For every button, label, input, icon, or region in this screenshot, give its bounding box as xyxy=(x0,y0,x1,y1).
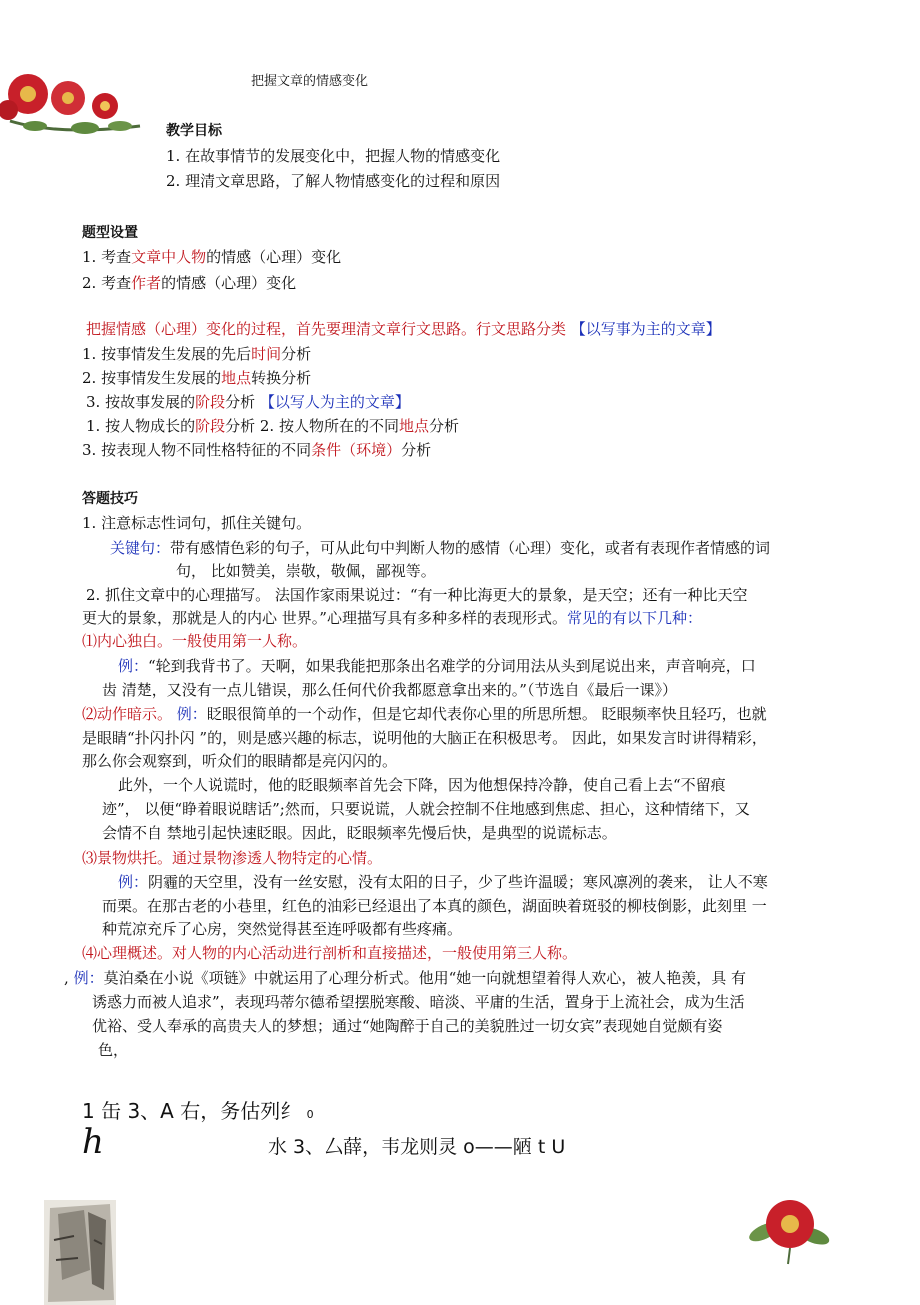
thought-line-a2: 2. 按事情发生发展的地点转换分析 xyxy=(82,369,312,387)
method-3-line-3: 种荒凉充斥了心房，突然觉得甚至连呼吸都有些疼痛。 xyxy=(102,920,463,938)
goal-2: 2. 理清文章思路，了解人物情感变化的过程和原因 xyxy=(166,172,501,190)
thought-line-a1: 1. 按事情发生发展的先后时间分析 xyxy=(82,345,312,363)
question-type-1: 1. 考查文章中人物的情感（心理）变化 xyxy=(82,248,342,266)
keyword-line-1: 关键句：带有感情色彩的句子，可从此句中判断人物的感情（心理）变化，或者有表现作者情感的词 xyxy=(110,539,771,557)
tip-2-line-1: 2. 抓住文章中的心理描写。 法国作家雨果说过：“有一种比海更大的景象，是天空；还有一种比天空 xyxy=(86,586,748,604)
goal-1: 1. 在故事情节的发展变化中，把握人物的情感变化 xyxy=(166,147,501,165)
method-1-example-2: 齿 清楚，又没有一点儿错误，那么任何代价我都愿意拿出来的。”（节选自《最后一课》） xyxy=(102,681,677,699)
garbled-h: h xyxy=(82,1122,104,1162)
page-title: 把握文章的情感变化 xyxy=(251,74,369,89)
flower-decoration-icon xyxy=(0,66,150,146)
thought-line-b3: 3. 按表现人物不同性格特征的不同条件（环境）分析 xyxy=(82,441,432,459)
thought-line-b1: 1. 按人物成长的阶段分析 2. 按人物所在的不同地点分析 xyxy=(86,417,459,435)
method-3-line-1: 例：阴霾的天空里，没有一丝安慰，没有太阳的日子，少了些许温暖；寒风凛冽的袭来， 让人不寒 xyxy=(118,873,768,891)
method-2-line-2: 是眼睛“扑闪扑闪 ”的，则是感兴趣的标志，说明他的大脑正在积极思考。 因此，如果发言时讲得精彩， xyxy=(82,729,767,747)
teaching-goals-heading: 教学目标 xyxy=(166,123,222,139)
method-1-example-1: 例：“轮到我背书了。天啊，如果我能把那条出名难学的分词用法从头到尾说出来，声音响亮，口 xyxy=(118,657,756,675)
method-1-heading: ⑴内心独白。一般使用第一人称。 xyxy=(82,632,308,650)
garbled-line-1: 1 缶 3、A 右，务估列纟 0 xyxy=(82,1099,314,1123)
method-2-line-4: 此外，一个人说谎时，他的眨眼频率首先会下降，因为他想保持冷静，使自己看上去“不留痕 xyxy=(118,776,726,794)
question-types-heading: 题型设置 xyxy=(82,225,138,241)
tip-2-line-2: 更大的景象，那就是人的内心 世界。”心理描写具有多种多样的表现形式。常见的有以下几种： xyxy=(82,609,702,627)
flower-corner-icon xyxy=(742,1190,837,1265)
method-2-line-6: 会情不自 禁地引起快速眨眼。因此，眨眼频率先慢后快，是典型的说谎标志。 xyxy=(102,824,617,842)
keyword-line-2: 句， 比如赞美，崇敬，敬佩，鄙视等。 xyxy=(176,562,436,580)
method-2-line-5: 迹”， 以便“睁着眼说瞎话”;然而，只要说谎，人就会控制不住地感到焦虑、担心，这种情绪下，又 xyxy=(102,800,750,818)
tip-1: 1. 注意标志性词句，抓住关键句。 xyxy=(82,514,312,532)
method-4-line-2: 诱惑力而被人追求”，表现玛蒂尔德希望摆脱寒酸、暗淡、平庸的生活，置身于上流社会，成为生活 xyxy=(92,993,745,1011)
method-2-line-3: 那么你会观察到，听众们的眼睛都是亮闪闪的。 xyxy=(82,752,398,770)
method-3-heading: ⑶景物烘托。通过景物渗透人物特定的心情。 xyxy=(82,849,383,867)
techniques-heading: 答题技巧 xyxy=(82,491,138,507)
method-4-line-3: 优裕、受人奉承的高贵夫人的梦想；通过“她陶醉于自己的美貌胜过一切女宾”表现她自觉颇有姿 xyxy=(92,1017,723,1035)
method-3-line-2: 而栗。在那古老的小巷里，红色的油彩已经退出了本真的颜色，湖面映着斑驳的柳枝倒影，此刻里 一 xyxy=(102,897,767,915)
method-4-line-4: 色， xyxy=(98,1041,129,1059)
thought-lines-intro: 把握情感（心理）变化的过程，首先要理清文章行文思路。行文思路分类 【以写事为主的文章】 xyxy=(86,320,721,338)
garbled-line-2: 水 3、厶薛，韦龙则灵 o——陋 t U xyxy=(268,1136,566,1158)
stone-sketch-icon xyxy=(44,1200,116,1305)
method-4-heading: ⑷心理概述。对人物的内心活动进行剖析和直接描述，一般使用第三人称。 xyxy=(82,944,578,962)
method-2-line-1: ⑵动作暗示。 例：眨眼很简单的一个动作，但是它却代表你心里的所思所想。 眨眼频率快且轻巧，也就 xyxy=(82,705,767,723)
question-type-2: 2. 考查作者的情感（心理）变化 xyxy=(82,274,297,292)
thought-line-a3: 3. 按故事发展的阶段分析 【以写人为主的文章】 xyxy=(86,393,410,411)
method-4-line-1: , 例：莫泊桑在小说《项链》中就运用了心理分析式。他用“她一向就想望着得人欢心，被人艳羡，具 有 xyxy=(64,969,747,987)
